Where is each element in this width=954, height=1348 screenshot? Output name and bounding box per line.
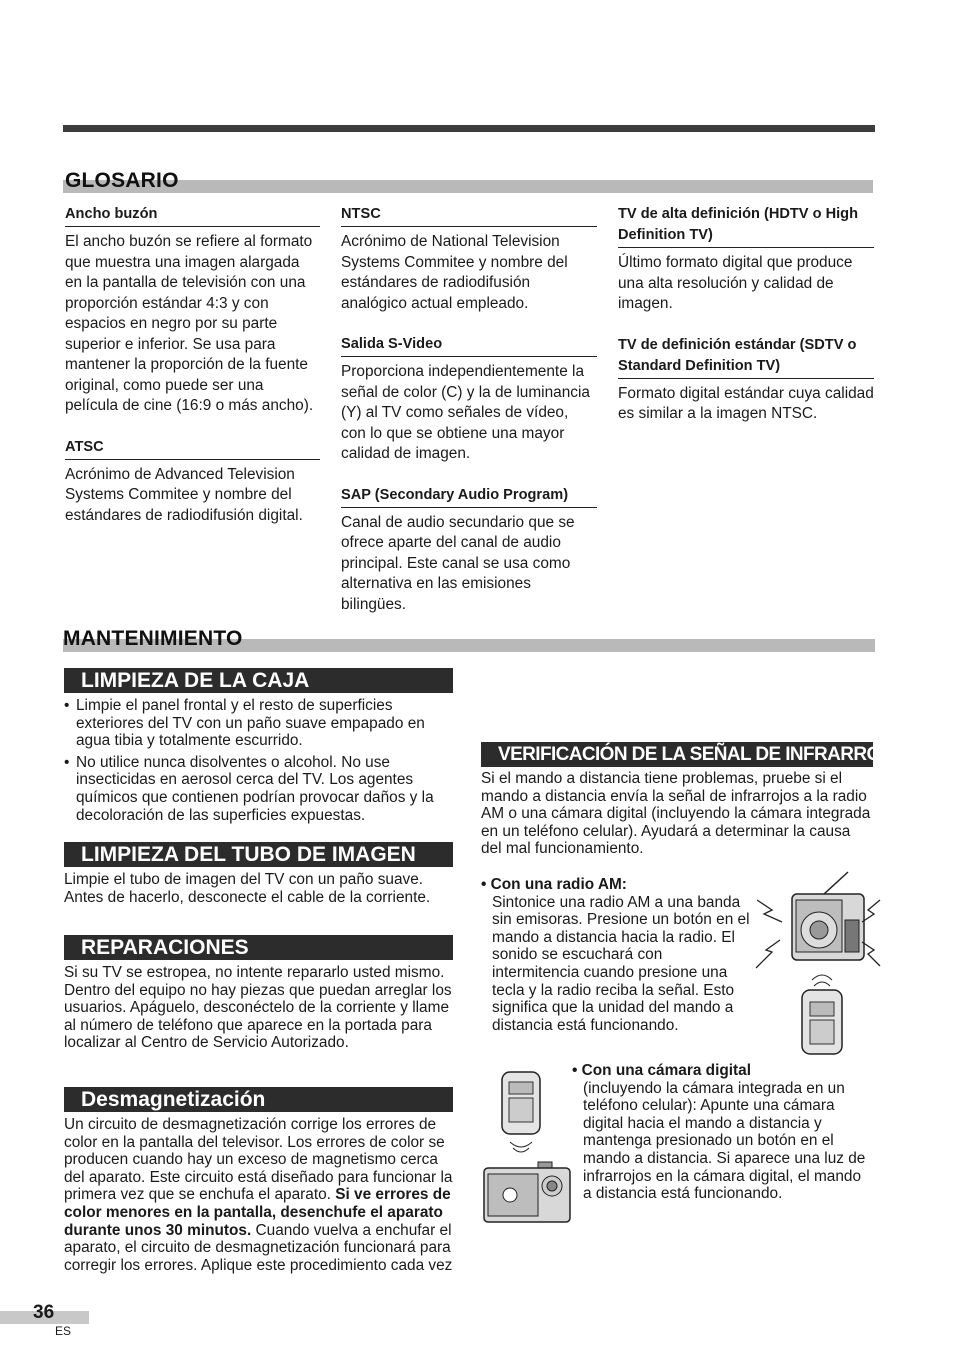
reparaciones-heading: REPARACIONES — [64, 935, 453, 960]
glosario-band — [63, 180, 873, 193]
glossary-column-3 — [618, 204, 874, 445]
glosario-title: GLOSARIO — [65, 169, 179, 192]
term-hdtv: TV de alta definición (HDTV o High Definition TV) — [618, 204, 874, 248]
term-atsc: ATSC — [65, 437, 320, 460]
desmag-text-1: Un circuito de desmagnetización corrige los errores de color en la pantalla del televisor. Los errores de color se producen cuando hay un exceso de magnetismo cerca del aparato. Este circuito está diseñado para funcionar la primera vez que se enchufa el aparato. — [64, 1116, 453, 1204]
limpieza-caja-body — [64, 697, 454, 828]
desmagnetizacion-heading: Desmagnetización — [64, 1087, 453, 1112]
list-item: • Limpie el panel frontal y el resto de superficies exteriores del TV con un paño suave empapado en agua tibia y totalmente escurrido. — [64, 697, 454, 750]
term-ntsc: NTSC — [341, 204, 597, 227]
def-ntsc: Acrónimo de National Television Systems Commitee y nombre del estándares de radiodifusión analógico actual empleado. — [341, 233, 568, 312]
infrarrojos-body: Si el mando a distancia tiene problemas, pruebe si el mando a distancia envía la señal de infrarrojos a la radio AM o una cámara digital (incluyendo la cámara integrada en un teléfono celular). Ayudará a determinar la causa del mal funcionamiento. — [481, 770, 871, 858]
desmag-text-2: Cuando vuelva a enchufar el aparato, el circuito de desmagnetización funcionará para corregir los errores. Aplique este procedimiento cada vez — [64, 1221, 453, 1274]
digital-camera-title: • Con una cámara digital — [572, 1062, 751, 1079]
top-rule — [63, 125, 875, 132]
glossary-column-1 — [65, 204, 320, 546]
def-hdtv: Último formato digital que produce una alta resolución y calidad de imagen. — [618, 254, 853, 312]
radio-am-text: Sintonice una radio AM a una banda sin emisoras. Presione un botón en el mando a distancia hacia la radio. El sonido se escuchará con intermitencia cuando presione una tecla y la radio reciba la señal. Esto significa que la unidad del mando a distancia está funcionando. — [492, 893, 750, 1034]
radio-am-block — [481, 876, 753, 1034]
language-code: ES — [55, 1324, 72, 1338]
glossary-column-2 — [341, 204, 597, 635]
desmagnetizacion-body-part1 — [64, 1116, 454, 1274]
limpieza-caja-heading: LIMPIEZA DE LA CAJA — [64, 668, 453, 693]
limpieza-tubo-heading: LIMPIEZA DEL TUBO DE IMAGEN — [64, 842, 453, 867]
page-number: 36 — [33, 1302, 55, 1323]
desmag-bold: Si ve errores de color menores en la pantalla, desenchufe el aparato durante unos 30 minutos. — [64, 1186, 451, 1239]
list-item: • No utilice nunca disolventes o alcohol. No use insecticidas en aerosol cerca del TV. Los agentes químicos que contienen podrían provocar daños y la decoloración de las superficies expuestas. — [64, 754, 454, 824]
def-sdtv: Formato digital estándar cuya calidad es similar a la imagen NTSC. — [618, 384, 874, 422]
def-ancho-buzon: El ancho buzón se refiere al formato que muestra una imagen alargada en la pantalla de televisión con una proporción estándar 4:3 y con espacios en negro por su parte superior e inferior. Se usa para mantener la proporción de la fuente original, como puede ser una película de cine (16:9 o más ancho). — [65, 233, 314, 414]
term-sap: SAP (Secondary Audio Program) — [341, 485, 597, 508]
radio-remote-illustration — [752, 870, 882, 1056]
term-sdtv: TV de definición estándar (SDTV o Standard Definition TV) — [618, 335, 874, 379]
def-s-video: Proporciona independientemente la señal de color (C) y la de luminancia (Y) al TV como señales de vídeo, con lo que se obtiene una mayor calidad de imagen. — [341, 363, 590, 462]
digital-camera-block — [572, 1062, 872, 1203]
reparaciones-body: Si su TV se estropea, no intente repararlo usted mismo. Dentro del equipo no hay piezas que puedan arreglar los usuarios. Apáguelo, desconéctelo de la corriente y llame al número de teléfono que aparece en la portada para localizar al Centro de Servicio Autorizado. — [64, 964, 452, 1052]
radio-am-title: • Con una radio AM: — [481, 876, 627, 893]
desmagnetizacion-body-part2 — [481, 672, 873, 726]
infrarrojos-heading: VERIFICACIÓN DE LA SEÑAL DE INFRARROJOS — [481, 742, 873, 767]
def-sap: Canal de audio secundario que se ofrece aparte del canal de audio principal. Este canal se usa como alternativa en las emisiones bilingües. — [341, 513, 575, 613]
term-ancho-buzon: Ancho buzón — [65, 204, 320, 227]
def-atsc: Acrónimo de Advanced Television Systems Commitee y nombre del estándares de radiodifusión digital. — [65, 465, 303, 524]
camera-remote-illustration — [482, 1068, 572, 1226]
limpieza-tubo-body: Limpie el tubo de imagen del TV con un paño suave. Antes de hacerlo, desconecte el cable de la corriente. — [64, 871, 431, 906]
mantenimiento-title: MANTENIMIENTO — [63, 627, 243, 650]
term-s-video: Salida S-Video — [341, 334, 597, 357]
digital-camera-text: (incluyendo la cámara integrada en un teléfono celular): Apunte una cámara digital hacia el mando a distancia y mantenga presionado un botón en el mando a distancia. Si aparece una luz de infrarrojos en la cámara digital, el mando a distancia está funcionando. — [583, 1079, 866, 1203]
